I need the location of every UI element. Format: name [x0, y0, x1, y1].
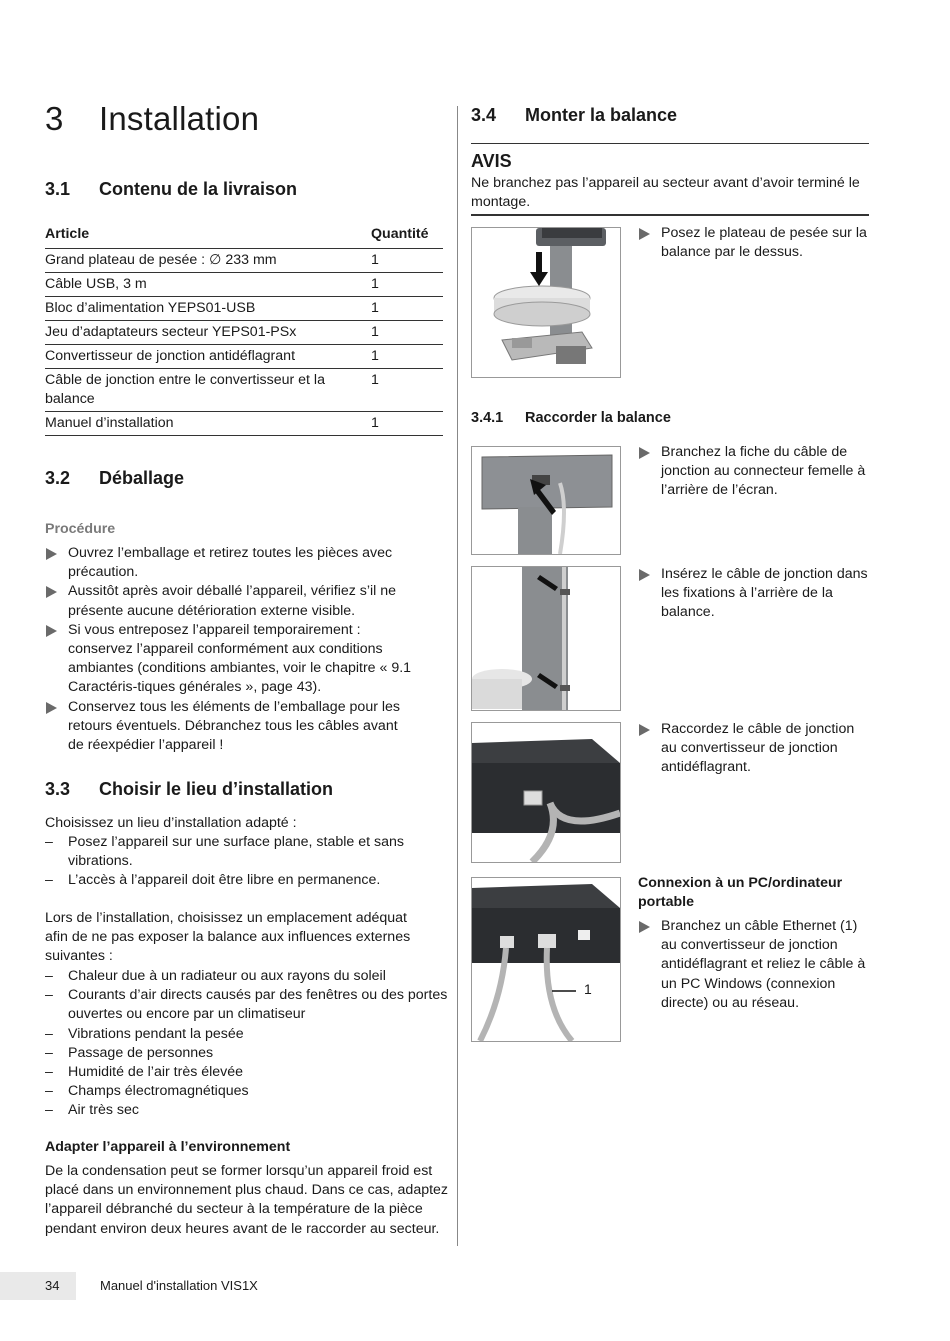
- list-item: [45, 833, 415, 871]
- step-text: Aussitôt après avoir déballé l’appareil, vérifiez s’il ne présente aucune détérioration externe visible.: [68, 583, 397, 619]
- step-text: Raccordez le câble de jonction au convertisseur de jonction antidéflagrant.: [661, 721, 855, 776]
- section-title: Déballage: [99, 468, 185, 488]
- list-item: [638, 224, 870, 262]
- unpacking-steps: [45, 544, 417, 755]
- cell-article: Câble de jonction entre le convertisseur et la balance: [45, 369, 371, 412]
- avis-bottom-rule: [471, 214, 869, 216]
- chapter-number: 3: [45, 100, 64, 137]
- arrow-right-icon: [46, 586, 57, 598]
- list-item: [45, 1101, 449, 1120]
- avis-text: Ne branchez pas l’appareil au secteur avant d’avoir terminé le montage.: [471, 175, 860, 211]
- item-text: Passage de personnes: [68, 1044, 214, 1061]
- cell-article: Convertisseur de jonction antidéflagrant: [45, 345, 371, 369]
- list-item: [45, 582, 417, 620]
- figure-display-connector: [471, 446, 621, 555]
- step-text: Branchez un câble Ethernet (1) au convertisseur de jonction antidéflagrant et reliez le câble à un PC Windows (connexion directe) ou au réseau.: [661, 918, 866, 1011]
- list-item: [638, 565, 870, 623]
- section-number: 3.3: [45, 779, 71, 799]
- figure-cable-clips: [471, 566, 621, 711]
- section-heading-3-4-1: [471, 410, 671, 426]
- section-title: Contenu de la livraison: [99, 179, 298, 199]
- item-text: Posez l’appareil sur une surface plane, stable et sans vibrations.: [68, 834, 404, 870]
- section-number: 3.4.1: [471, 410, 504, 426]
- dash-bullet: –: [45, 1064, 53, 1081]
- arrow-right-icon: [639, 569, 650, 581]
- arrow-right-icon: [639, 447, 650, 459]
- avis-title: AVIS: [471, 151, 512, 171]
- chapter-title: Installation: [99, 100, 260, 137]
- figure-converter: [471, 722, 621, 863]
- section-heading-3-1: [45, 179, 297, 200]
- cell-qty: 1: [371, 273, 443, 297]
- dash-bullet: –: [45, 1025, 53, 1042]
- dash-bullet: –: [45, 872, 53, 889]
- section-number: 3.2: [45, 468, 71, 488]
- list-item: [45, 1025, 449, 1044]
- list-item: [45, 544, 417, 582]
- cell-qty: 1: [371, 369, 443, 412]
- cell-article: Bloc d’alimentation YEPS01-USB: [45, 297, 371, 321]
- arrow-right-icon: [639, 724, 650, 736]
- section-heading-3-2: [45, 468, 184, 489]
- list-item: [638, 917, 870, 1013]
- installation-list-1: [45, 833, 415, 891]
- step-text: Insérez le câble de jonction dans les fixations à l’arrière de la balance.: [661, 566, 868, 621]
- item-text: Courants d’air directs causés par des fenêtres ou des portes ouvertes ou encore par un climatiseur: [68, 987, 448, 1023]
- cell-article: Câble USB, 3 m: [45, 273, 371, 297]
- display-back-illustration: [472, 447, 620, 554]
- list-item: [45, 1082, 449, 1101]
- page-number-tab: [0, 1272, 76, 1300]
- balance-pan-illustration: [472, 228, 620, 377]
- section-title: Raccorder la balance: [525, 410, 671, 426]
- list-item: [45, 621, 417, 698]
- section-number: 3.1: [45, 179, 71, 199]
- section-title: Choisir le lieu d’installation: [99, 779, 334, 799]
- connect-steps-3: [638, 720, 870, 778]
- arrow-right-icon: [46, 702, 57, 714]
- converter-illustration: [472, 723, 620, 862]
- cell-qty: 1: [371, 297, 443, 321]
- section-heading-3-3: [45, 779, 333, 800]
- step-text: Branchez la fiche du câble de jonction au connecteur femelle à l’arrière de l’écran.: [661, 444, 866, 499]
- list-item: [45, 967, 449, 986]
- table-row: [45, 369, 443, 412]
- environment-text: De la condensation peut se former lorsqu’un appareil froid est placé dans un environnement plus chaud. Dans ce cas, adaptez l’appareil débranché du secteur à la température de la pièce pendant environ deux heures avant de le raccorder au secteur.: [45, 1163, 449, 1237]
- table-row: [45, 249, 443, 273]
- dash-bullet: –: [45, 987, 53, 1004]
- cell-article: Grand plateau de pesée : ∅ 233 mm: [45, 249, 371, 273]
- footer-title: Manuel d'installation VIS1X: [100, 1278, 258, 1293]
- section-number: 3.4: [471, 105, 497, 125]
- item-text: Champs électromagnétiques: [68, 1083, 249, 1100]
- cable-clips-illustration: [472, 567, 620, 710]
- column-divider: [457, 106, 458, 1246]
- callout-label: 1: [584, 981, 592, 997]
- ethernet-illustration: [472, 878, 620, 1041]
- step-text: Conservez tous les éléments de l’emballage pour les retours éventuels. Débranchez tous les câbles avant de réexpédier l’appareil !: [68, 698, 401, 754]
- col-header-quantity: Quantité: [371, 225, 443, 249]
- delivery-table-wrapper: [45, 225, 443, 436]
- procedure-label: Procédure: [45, 521, 116, 537]
- connect-steps-4: [638, 917, 870, 1013]
- item-text: Air très sec: [68, 1102, 139, 1119]
- item-text: Humidité de l’air très élevée: [68, 1064, 244, 1081]
- list-item: [638, 720, 870, 778]
- item-text: L’accès à l’appareil doit être libre en permanence.: [68, 872, 381, 889]
- dash-bullet: –: [45, 1044, 53, 1061]
- item-text: Chaleur due à un radiateur ou aux rayons du soleil: [68, 968, 386, 984]
- table-row: [45, 412, 443, 436]
- list-item: [638, 443, 870, 501]
- list-item: [45, 871, 415, 890]
- connect-steps-2: [638, 565, 870, 623]
- step-text: Si vous entreposez l’appareil temporairement : conservez l’appareil conformément aux conditions ambiantes (conditions ambiantes, voir le chapitre « 9.1 Caractéris-tiques générales », page 43).: [68, 621, 412, 696]
- cell-qty: 1: [371, 249, 443, 273]
- pc-connection-subheading: Connexion à un PC/ordinateur portable: [638, 875, 843, 911]
- cell-article: Manuel d’installation: [45, 412, 371, 436]
- arrow-right-icon: [46, 625, 57, 637]
- dash-bullet: –: [45, 834, 53, 850]
- chapter-heading: [45, 100, 259, 138]
- dash-bullet: –: [45, 1102, 53, 1119]
- list-item: [45, 698, 417, 756]
- cell-qty: 1: [371, 321, 443, 345]
- installation-para: Lors de l’installation, choisissez un emplacement adéquat afin de ne pas exposer la balance aux influences externes suivantes :: [45, 910, 411, 965]
- delivery-table: [45, 225, 443, 436]
- environment-subheading: Adapter l’appareil à l’environnement: [45, 1139, 291, 1155]
- table-row: [45, 273, 443, 297]
- step-text: Posez le plateau de pesée sur la balance par le dessus.: [661, 225, 867, 261]
- arrow-right-icon: [46, 548, 57, 560]
- list-item: [45, 1044, 449, 1063]
- item-text: Vibrations pendant la pesée: [68, 1025, 244, 1042]
- list-item: [45, 1063, 449, 1082]
- cell-article: Jeu d’adaptateurs secteur YEPS01-PSx: [45, 321, 371, 345]
- section-title: Monter la balance: [525, 105, 678, 125]
- cell-qty: 1: [371, 412, 443, 436]
- installation-intro: Choisissez un lieu d’installation adapté :: [45, 815, 297, 831]
- section-heading-3-4: [471, 105, 677, 126]
- avis-top-rule: [471, 143, 869, 144]
- step-text: Ouvrez l’emballage et retirez toutes les pièces avec précaution.: [68, 545, 393, 581]
- cell-qty: 1: [371, 345, 443, 369]
- table-row: [45, 297, 443, 321]
- figure-weighing-pan: [471, 227, 621, 378]
- list-item: [45, 986, 449, 1024]
- figure-ethernet: [471, 877, 621, 1042]
- connect-steps-1: [638, 443, 870, 501]
- table-row: [45, 345, 443, 369]
- table-row: [45, 321, 443, 345]
- arrow-right-icon: [639, 921, 650, 933]
- installation-list-2: [45, 967, 449, 1121]
- arrow-right-icon: [639, 228, 650, 240]
- page-number: 34: [45, 1278, 60, 1293]
- dash-bullet: –: [45, 1083, 53, 1100]
- table-header-row: [45, 225, 443, 249]
- mount-steps: [638, 224, 870, 262]
- col-header-article: Article: [45, 225, 371, 249]
- dash-bullet: –: [45, 968, 53, 984]
